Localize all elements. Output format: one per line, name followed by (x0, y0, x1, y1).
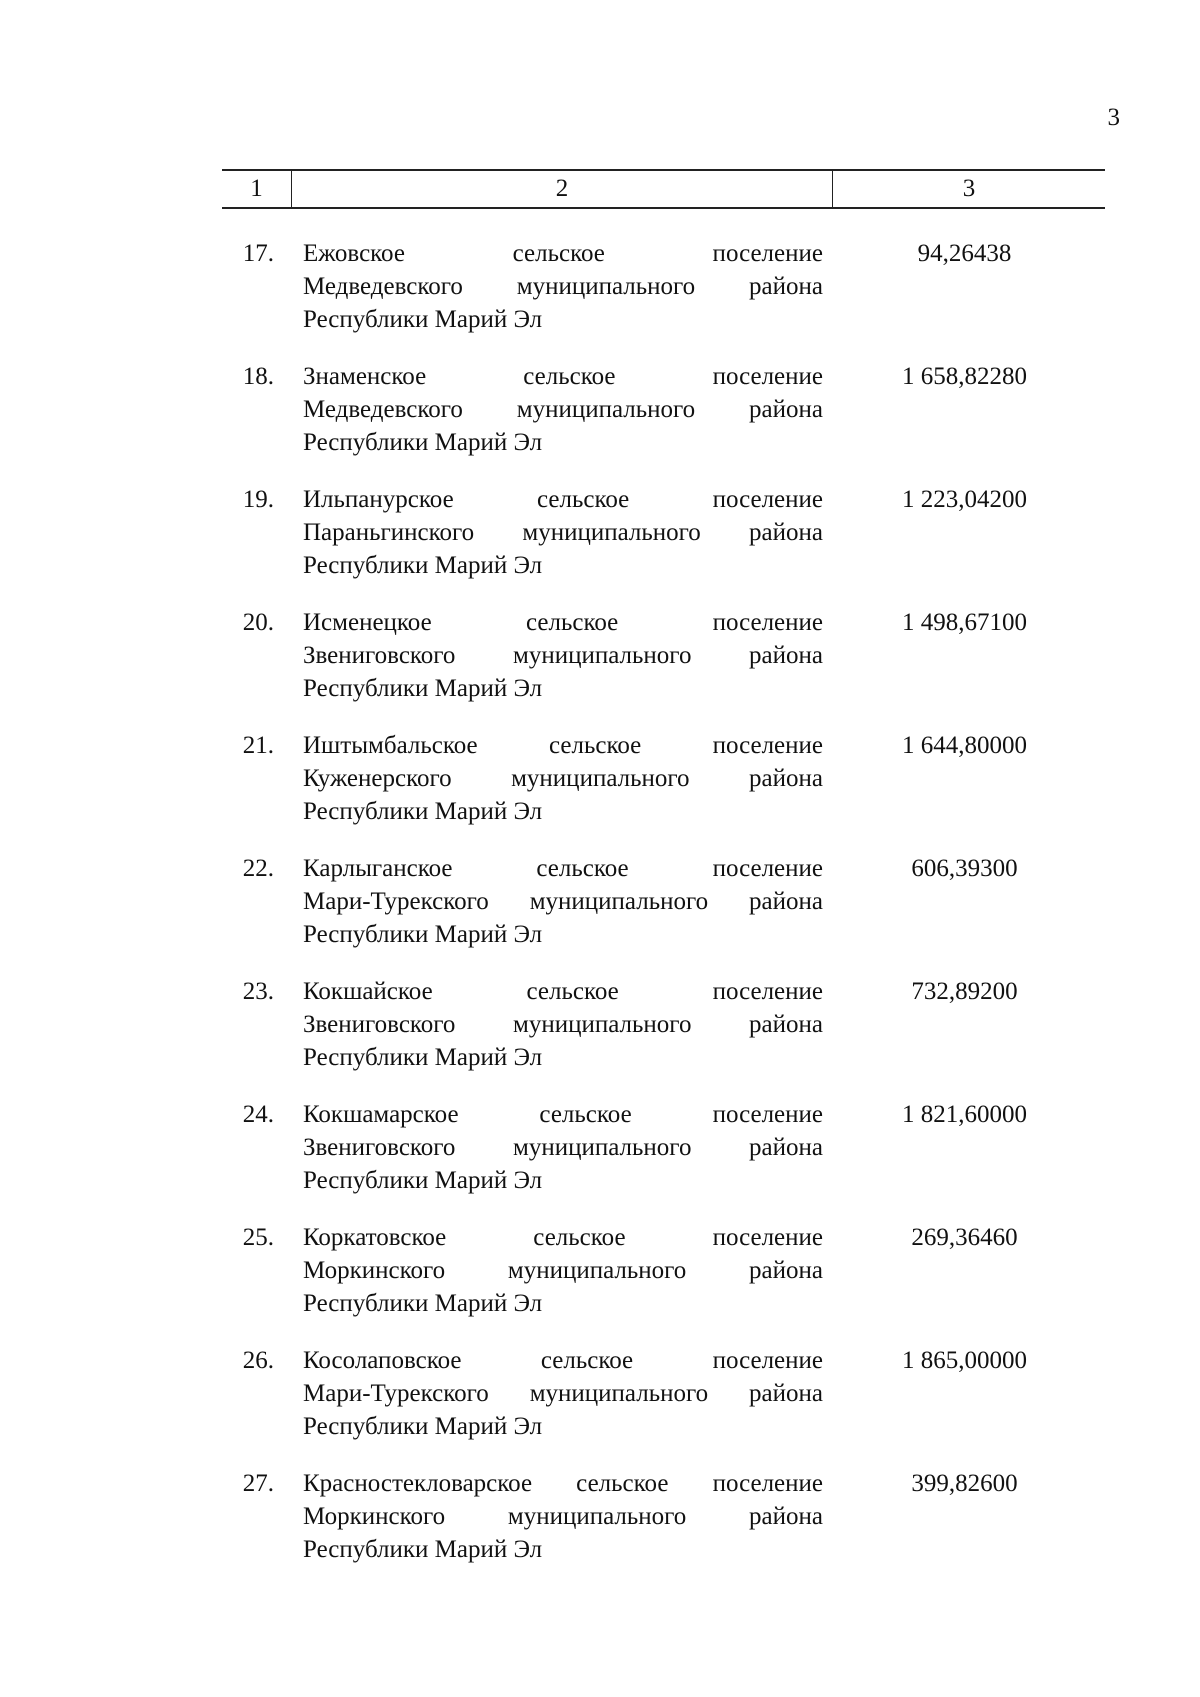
row-number: 21. (242, 732, 274, 759)
settlement-name-line: Исменецкое сельское поселение (303, 609, 823, 636)
settlement-name (303, 360, 823, 459)
row-value: 1 498,67100 (902, 609, 1027, 636)
settlement-name-line: Республики Марий Эл (303, 1290, 543, 1317)
row-number: 22. (242, 855, 274, 882)
settlement-name-line: Коркатовское сельское поселение (303, 1224, 823, 1251)
row-value: 1 658,82280 (902, 363, 1027, 390)
settlement-name-line: Иштымбальское сельское поселение (303, 732, 823, 759)
row-number: 18. (242, 363, 274, 390)
settlement-name-line: Параньгинского муниципального района (303, 519, 823, 546)
table-body (222, 237, 1105, 1590)
settlement-name-line: Медведевского муниципального района (303, 273, 823, 300)
settlement-name (303, 852, 823, 951)
table-row (222, 606, 1105, 729)
settlement-name-line: Республики Марий Эл (303, 1413, 543, 1440)
settlement-name (303, 975, 823, 1074)
settlement-name (303, 1344, 823, 1443)
settlement-name-line: Кокшайское сельское поселение (303, 978, 823, 1005)
row-number: 19. (242, 486, 274, 513)
settlement-name-line: Ильпанурское сельское поселение (303, 486, 823, 513)
row-number: 27. (242, 1470, 274, 1497)
row-value: 606,39300 (911, 855, 1018, 882)
table-row (222, 1098, 1105, 1221)
row-number: 25. (242, 1224, 274, 1251)
table-row (222, 1467, 1105, 1590)
table-row (222, 729, 1105, 852)
table-row (222, 852, 1105, 975)
table-row (222, 237, 1105, 360)
row-number: 23. (242, 978, 274, 1005)
settlement-name-line: Медведевского муниципального района (303, 396, 823, 423)
settlement-name-line: Ежовское сельское поселение (303, 240, 823, 267)
settlement-name-line: Республики Марий Эл (303, 1536, 543, 1563)
row-value: 1 821,60000 (902, 1101, 1027, 1128)
row-number: 20. (242, 609, 274, 636)
table-row (222, 483, 1105, 606)
row-number: 17. (242, 240, 274, 267)
settlement-name-line: Звениговского муниципального района (303, 1134, 823, 1161)
table-row (222, 360, 1105, 483)
settlement-name-line: Косолаповское сельское поселение (303, 1347, 823, 1374)
settlement-name (303, 606, 823, 705)
settlement-name-line: Мари-Турекского муниципального района (303, 888, 823, 915)
settlement-name (303, 237, 823, 336)
settlement-name-line: Куженерского муниципального района (303, 765, 823, 792)
table-header (222, 169, 1105, 209)
settlement-name-line: Республики Марий Эл (303, 675, 543, 702)
header-cell-2: 2 (292, 171, 833, 207)
settlement-name-line: Звениговского муниципального района (303, 642, 823, 669)
row-number: 24. (242, 1101, 274, 1128)
settlement-name-line: Знаменское сельское поселение (303, 363, 823, 390)
settlement-name (303, 483, 823, 582)
settlement-name-line: Кокшамарское сельское поселение (303, 1101, 823, 1128)
table-row (222, 975, 1105, 1098)
row-value: 1 865,00000 (902, 1347, 1027, 1374)
settlement-name (303, 729, 823, 828)
settlement-name-line: Республики Марий Эл (303, 306, 543, 333)
settlement-name (303, 1221, 823, 1320)
settlement-name-line: Республики Марий Эл (303, 798, 543, 825)
settlement-name-line: Красностекловарское сельское поселение (303, 1470, 823, 1497)
page-number: 3 (1107, 104, 1120, 131)
settlement-name-line: Мари-Турекского муниципального района (303, 1380, 823, 1407)
settlement-name-line: Республики Марий Эл (303, 429, 543, 456)
settlement-name (303, 1467, 823, 1566)
settlement-name-line: Республики Марий Эл (303, 552, 543, 579)
settlement-name-line: Карлыганское сельское поселение (303, 855, 823, 882)
row-value: 1 223,04200 (902, 486, 1027, 513)
row-value: 732,89200 (911, 978, 1018, 1005)
settlement-name (303, 1098, 823, 1197)
row-number: 26. (242, 1347, 274, 1374)
row-value: 1 644,80000 (902, 732, 1027, 759)
settlement-name-line: Республики Марий Эл (303, 1044, 543, 1071)
settlement-name-line: Республики Марий Эл (303, 921, 543, 948)
settlement-name-line: Звениговского муниципального района (303, 1011, 823, 1038)
table-row (222, 1221, 1105, 1344)
row-value: 399,82600 (911, 1470, 1018, 1497)
table-row (222, 1344, 1105, 1467)
settlement-name-line: Моркинского муниципального района (303, 1503, 823, 1530)
header-cell-3: 3 (962, 175, 976, 202)
header-cell-1: 1 (222, 171, 292, 207)
row-value: 269,36460 (911, 1224, 1018, 1251)
row-value: 94,26438 (917, 240, 1012, 267)
settlement-name-line: Республики Марий Эл (303, 1167, 543, 1194)
settlement-name-line: Моркинского муниципального района (303, 1257, 823, 1284)
